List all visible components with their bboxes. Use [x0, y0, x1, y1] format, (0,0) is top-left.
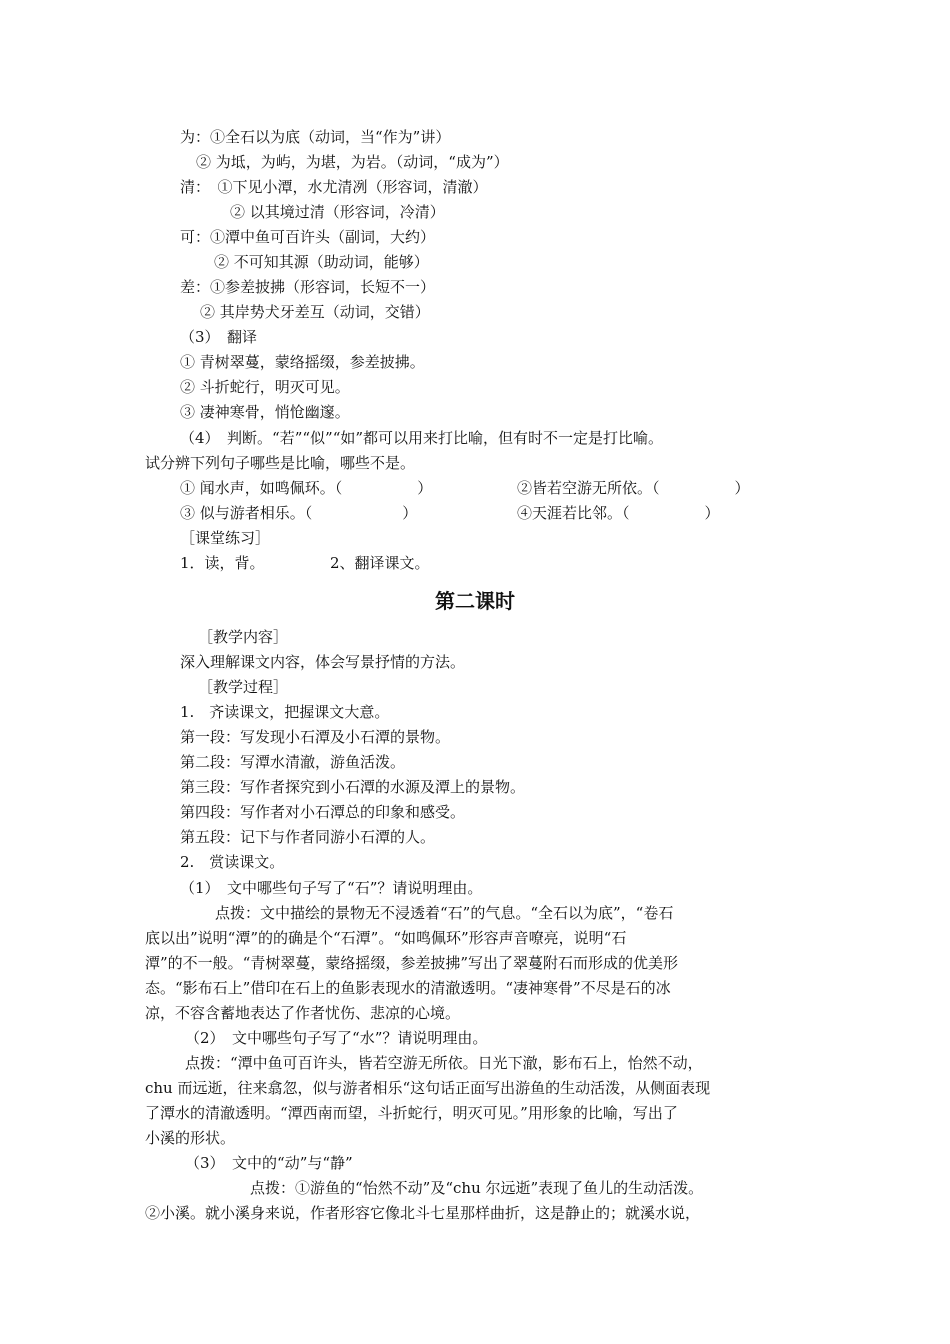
def-cha-2: ② 其岸势犬牙差互（动词，交错） [200, 303, 430, 321]
judge-item-1: ① 闻水声，如鸣佩环。（ ） [180, 479, 433, 497]
judge-instruction: 试分辨下列句子哪些是比喻，哪些不是。 [145, 454, 416, 472]
answer-1-line-1: 点拨：文中描绘的景物无不浸透着“石”的气息。“全石以为底”，“卷石 [215, 904, 674, 922]
teaching-content-heading: ［教学内容］ [198, 628, 289, 646]
judge-item-3: ③ 似与游者相乐。（ ） [180, 504, 418, 522]
step-2: 2. 赏读课文。 [180, 853, 285, 871]
answer-2-line-3: 了潭水的清澈透明。“潭西南而望，斗折蛇行，明灭可见。”用形象的比喻，写出了 [145, 1104, 678, 1122]
practice-item-2: 2、翻译课文。 [330, 554, 430, 572]
answer-2-line-4: 小溪的形状。 [145, 1129, 236, 1147]
answer-2-line-2: chu 而远逝，往来翕忽，似与游者相乐“这句话正面写出游鱼的生动活泼，从侧面表现 [145, 1079, 711, 1097]
paragraph-1-summary: 第一段：写发现小石潭及小石潭的景物。 [180, 728, 451, 746]
teaching-content-text: 深入理解课文内容，体会写景抒情的方法。 [180, 653, 466, 671]
answer-2-line-1: 点拨：“潭中鱼可百许头，皆若空游无所依。日光下澈，影布石上，怡然不动， [185, 1054, 703, 1072]
judge-item-2: ②皆若空游无所依。（ ） [517, 479, 750, 497]
paragraph-5-summary: 第五段：记下与作者同游小石潭的人。 [180, 828, 436, 846]
practice-item-1: 1．读，背。 [180, 554, 265, 572]
paragraph-2-summary: 第二段：写潭水清澈，游鱼活泼。 [180, 753, 406, 771]
def-qing-1: 清： ①下见小潭，水尤清冽（形容词，清澈） [180, 178, 488, 196]
translate-3: ③ 凄神寒骨，悄怆幽邃。 [180, 403, 350, 421]
translate-1: ① 青树翠蔓，蒙络摇缀，参差披拂。 [180, 353, 425, 371]
paragraph-3-summary: 第三段：写作者探究到小石潭的水源及潭上的景物。 [180, 778, 526, 796]
answer-1-line-2: 底以出”说明“潭”的的确是个“石潭”。“如鸣佩环”形容声音嘹亮，说明“石 [145, 929, 627, 947]
answer-1-line-3: 潭”的不一般。“青树翠蔓，蒙络摇缀，参差披拂”写出了翠蔓附石而形成的优美形 [145, 954, 679, 972]
answer-1-line-5: 凉，不容含蓄地表达了作者忧伤、悲凉的心境。 [145, 1004, 461, 1022]
question-3: （3） 文中的“动”与“静” [185, 1154, 353, 1172]
def-cha-1: 差：①参差披拂（形容词，长短不一） [180, 278, 436, 296]
paragraph-4-summary: 第四段：写作者对小石潭总的印象和感受。 [180, 803, 466, 821]
question-2: （2） 文中哪些句子写了“水”？请说明理由。 [185, 1029, 488, 1047]
translate-2: ② 斗折蛇行，明灭可见。 [180, 378, 350, 396]
answer-3-line-1: 点拨：①游鱼的“怡然不动”及“chu 尔远逝”表现了鱼儿的生动活泼。 [250, 1179, 704, 1197]
step-1: 1. 齐读课文，把握课文大意。 [180, 703, 390, 721]
def-ke-1: 可：①潭中鱼可百许头（副词，大约） [180, 228, 436, 246]
lesson-two-title: 第二课时 [435, 589, 515, 613]
section-judge: （4） 判断。“若”“似”“如”都可以用来打比喻，但有时不一定是打比喻。 [180, 429, 664, 447]
def-ke-2: ② 不可知其源（助动词，能够） [214, 253, 429, 271]
classroom-practice-heading: ［课堂练习］ [180, 529, 271, 547]
answer-3-line-2: ②小溪。就小溪身来说，作者形容它像北斗七星那样曲折，这是静止的；就溪水说， [145, 1204, 701, 1222]
def-qing-2: ② 以其境过清（形容词，冷清） [230, 203, 445, 221]
def-wei-2: ② 为坻，为屿，为堪，为岩。（动词，“成为”） [196, 153, 509, 171]
teaching-process-heading: ［教学过程］ [198, 678, 289, 696]
judge-item-4: ④天涯若比邻。（ ） [517, 504, 720, 522]
question-1: （1） 文中哪些句子写了“石”？请说明理由。 [180, 879, 483, 897]
def-wei-1: 为：①全石以为底（动词，当“作为”讲） [180, 128, 451, 146]
section-translate: （3） 翻译 [180, 328, 258, 346]
answer-1-line-4: 态。“影布石上”借印在石上的鱼影表现水的清澈透明。“凄神寒骨”不尽是石的冰 [145, 979, 671, 997]
